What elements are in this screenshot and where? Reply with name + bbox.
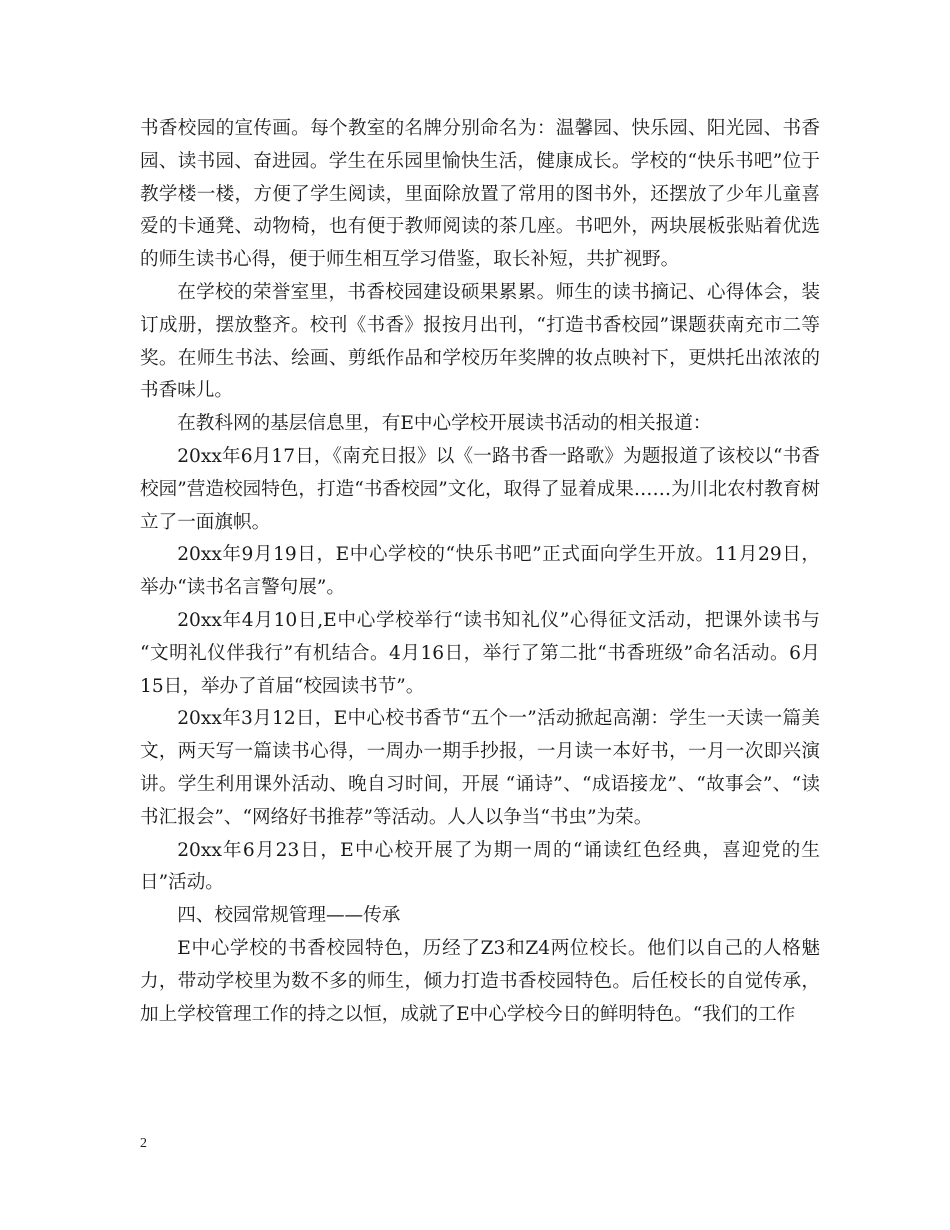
paragraph: 在学校的荣誉室里，书香校园建设硕果累累。师生的读书摘记、心得体会，装订成册，摆放整齐。校刊《书香》报按月出刊，“打造书香校园”课题获南充市二等奖。在师生书法、绘画、剪纸作品和学校历年奖牌的妆点映衬下，更烘托出浓浓的书香味儿。 — [140, 281, 820, 402]
page-number: 2 — [140, 1136, 147, 1151]
paragraph: 20xx年6月17日，《南充日报》以《一路书香一路歌》为题报道了该校以“书香校园”营造校园特色，打造“书香校园”文化，取得了显着成果……为川北农村教育树立了一面旗帜。 — [140, 445, 820, 533]
paragraph: 书香校园的宣传画。每个教室的名牌分别命名为：温馨园、快乐园、阳光园、书香园、读书园、奋进园。学生在乐园里愉快生活，健康成长。学校的“快乐书吧”位于教学楼一楼，方便了学生阅读，里面除放置了常用的图书外，还摆放了少年儿童喜爱的卡通凳、动物椅，也有便于教师阅读的茶几座。书吧外，两块展板张贴着优选的师生读书心得，便于师生相互学习借鉴，取长补短，共扩视野。 — [140, 118, 820, 271]
paragraph: 在教科网的基层信息里，有E中心学校开展读书活动的相关报道： — [177, 413, 712, 435]
section-heading: 四、校园常规管理——传承 — [177, 905, 401, 927]
paragraph: 20xx年4月10日,E中心学校举行“读书知礼仪”心得征文活动，把课外读书与 “文明礼仪伴我行”有机结合。4月16日，举行了第二批“书香班级”命名活动。6月15日，举办了首届“校园读书节”。 — [140, 609, 820, 697]
paragraph: 20xx年6月23日，E中心校开展了为期一周的“诵读红色经典，喜迎党的生日”活动。 — [140, 839, 820, 894]
document-body — [140, 113, 820, 1031]
paragraph: 20xx年9月19日，E中心学校的“快乐书吧”正式面向学生开放。11月29日，举办“读书名言警句展”。 — [140, 544, 820, 599]
paragraph: 20xx年3月12日，E中心校书香节“五个一”活动掀起高潮：学生一天读一篇美文，两天写一篇读书心得，一周办一期手抄报，一月读一本好书，一月一次即兴演讲。学生利用课外活动、晚自习时间，开展 “诵诗”、“成语接龙”、“故事会”、“读书汇报会”、“网络好书推荐”等活动。人人以争当“书虫”为荣。 — [140, 708, 820, 828]
paragraph: E中心学校的书香校园特色，历经了Z3和Z4两位校长。他们以自己的人格魅力，带动学校里为数不多的师生，倾力打造书香校园特色。后任校长的自觉传承，加上学校管理工作的持之以恒，成就了E中心学校今日的鲜明特色。“我们的工作 — [140, 937, 820, 1025]
